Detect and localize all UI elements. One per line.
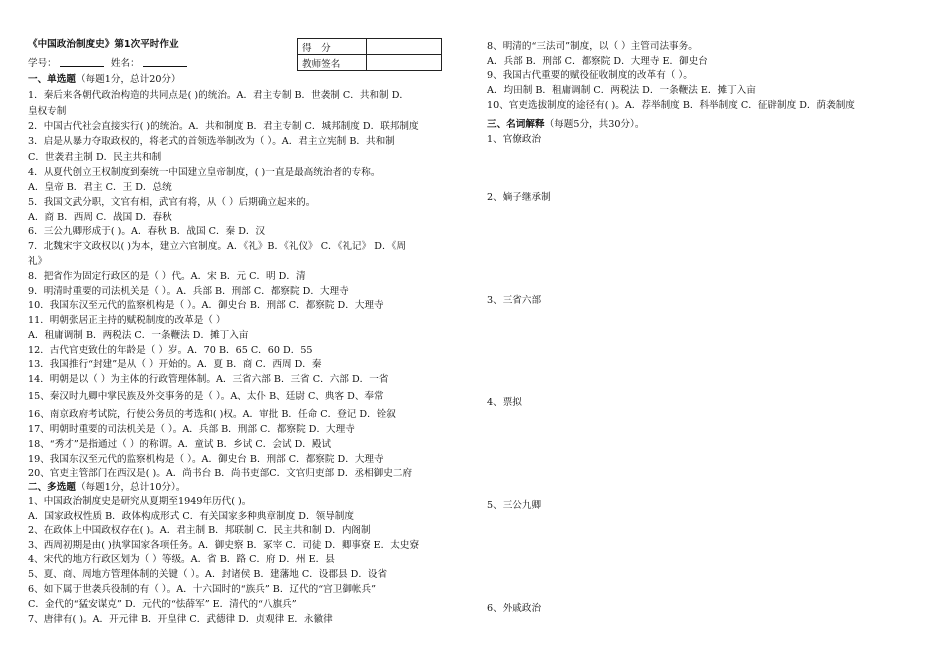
score-value[interactable] <box>367 39 442 55</box>
score-table <box>297 38 442 71</box>
section3-title: 三、名词解释 <box>487 119 545 130</box>
question-line: 5、夏、商、周地方管理体制的关键（ ）。A．封诸侯 B．建藩地 C．设郡县 D．设省 <box>28 569 388 580</box>
question-line: 18、“秀才”是指通过（ ）的称谓。A．童试 B．乡试 C．会试 D．殿试 <box>28 439 332 450</box>
signature-label: 教师签名 <box>298 55 367 71</box>
question-line: 7．北魏宋宇文政权以( )为本，建立六官制度。A．《礼》B．《礼仪》 C．《礼记》 D．《周 <box>28 241 406 252</box>
section1-title: 一、单选题 <box>28 74 76 85</box>
question-line: 12．古代官吏致仕的年龄是（ ）岁。A．70 B．65 C．60 D．55 <box>28 345 313 356</box>
question-line: 2．中国古代社会直接实行( )的统治。A．共和制度 B．君主专制 C．城邦制度 D．联邦制度 <box>28 121 419 132</box>
section2-heading <box>28 481 185 494</box>
question-line: 13．我国推行“封建”是从（ ）开始的。A．夏 B．商 C．西周 D．秦 <box>28 359 322 370</box>
question-line: 14．明朝是以（ ）为主体的行政管理体制。A．三省六部 B．三省 C．六部 D．一省 <box>28 374 389 385</box>
question-line: 3、西周初期是由( )执掌国家各项任务。A．御史察 B．冢宰 C．司徒 D．卿事寮 E．太史寮 <box>28 540 420 551</box>
term-item: 4、票拟 <box>487 397 522 408</box>
question-line: 皇权专制 <box>28 106 67 117</box>
section3-note: （每题5分，共30分）。 <box>544 119 645 130</box>
student-id-field[interactable] <box>60 56 104 67</box>
term-item: 1、官僚政治 <box>487 134 542 145</box>
term-item: 5、三公九卿 <box>487 500 542 511</box>
question-line: 9、我国古代重要的赋役征收制度的改革有（ ）。 <box>487 70 693 81</box>
question-line: 2、在政体上中国政权存在( )。A．君主制 B．邦联制 C．民主共和制 D．内阁制 <box>28 525 371 536</box>
student-id-label: 学号： <box>28 58 57 69</box>
student-info-line <box>28 56 187 70</box>
signature-value[interactable] <box>367 55 442 71</box>
question-line: A．皇帝 B．君主 C．王 D．总统 <box>28 182 172 193</box>
name-label: 姓名： <box>110 58 140 69</box>
question-line: 8、明清的“三法司”制度，以（ ）主管司法事务。 <box>487 41 698 52</box>
question-line: A．商 B．西周 C．战国 D．春秋 <box>28 212 172 223</box>
name-field[interactable] <box>143 56 187 67</box>
section2-note: （每题1分，总计10分）。 <box>75 482 186 493</box>
score-row <box>298 39 442 55</box>
question-line: A．均田制 B．租庸调制 C．两税法 D．一条鞭法 E．摊丁入亩 <box>487 85 756 96</box>
question-line: 17、明朝时重要的司法机关是（ ）。A．兵部 B．刑部 C．都察院 D．大理寺 <box>28 424 355 435</box>
question-line: 4．从夏代创立王权制度到秦统一中国建立皇帝制度，( )一直是最高统治者的专称。 <box>28 167 381 178</box>
section1-heading <box>28 73 181 86</box>
question-line: 4、宋代的地方行政区划为（ ）等级。A．省 B．路 C．府 D．州 E．县 <box>28 554 335 565</box>
question-line: A．兵部 B．刑部 C．都察院 D．大理寺 E．御史台 <box>487 56 708 67</box>
score-label: 得 分 <box>298 39 367 55</box>
question-line: 10．我国东汉至元代的监察机构是（ ）。A．御史台 B．刑部 C．都察院 D．大理寺 <box>28 300 384 311</box>
question-line: 6、如下属于世袭兵役制的有（ ）。A．十六国时的“族兵” B．辽代的“宫卫御帐兵” <box>28 584 376 595</box>
section1-note: （每题1分，总计20分） <box>75 74 181 85</box>
question-line: 1、中国政治制度史是研究从夏期至1949年历代( )。 <box>28 496 252 507</box>
term-item: 3、三省六部 <box>487 295 542 306</box>
question-line: 7、唐律有( )。A．开元律 B．开皇律 C．武德律 D．贞观律 E．永徽律 <box>28 614 333 625</box>
question-line: 16、南京政府考试院，行使公务员的考选和( )权。A．审批 B．任命 C．登记 D．铨叙 <box>28 409 396 420</box>
question-line: 5．我国文武分职，文官有相，武官有将，从（ ）后期确立起来的。 <box>28 197 316 208</box>
question-line: 礼》 <box>28 256 48 267</box>
question-line: 10、官吏选拔制度的途径有( )。A．荐举制度 B．科举制度 C．征辟制度 D．荫袭制度 <box>487 100 855 111</box>
term-item: 2、嫡子继承制 <box>487 192 551 203</box>
term-item: 6、外戚政治 <box>487 603 542 614</box>
question-line: 9．明清时重要的司法机关是（ ）。A．兵部 B．刑部 C．都察院 D．大理寺 <box>28 286 349 297</box>
question-line: 1．秦后来各朝代政治构造的共同点是( )的统治。A．君主专制 B．世袭制 C．共和制 D． <box>28 90 409 101</box>
question-line: C．金代的“猛安谋克” D．元代的“怯薛军” E．清代的“八旗兵” <box>28 599 297 610</box>
question-line: 3．启是从暴力夺取政权的，将老式的首领选举制改为（ ）。A．君主立宪制 B．共和制 <box>28 136 395 147</box>
question-line: C．世袭君主制 D．民主共和制 <box>28 152 162 163</box>
question-line: A．国家政权性质 B．政体构成形式 C．有关国家多种典章制度 D．领导制度 <box>28 511 354 522</box>
page-title: 《中国政治制度史》第1次平时作业 <box>28 39 179 50</box>
question-line: 19、我国东汉至元代的监察机构是（ ）。A．御史台 B．刑部 C．都察院 D．大理寺 <box>28 454 384 465</box>
question-line: A．租庸调制 B．两税法 C．一条鞭法 D．摊丁入亩 <box>28 330 249 341</box>
question-line: 11．明朝张居正主持的赋税制度的改革是（ ） <box>28 315 226 326</box>
question-line: 8．把省作为固定行政区的是（ ）代。A．宋 B．元 C．明 D．清 <box>28 271 306 282</box>
question-line: 15、秦汉时九卿中掌民族及外交事务的是（ ）。A、太仆 B、廷尉 C、典客 D、奉常 <box>28 391 384 402</box>
question-line: 6．三公九卿形成于( )。A．春秋 B．战国 C．秦 D．汉 <box>28 226 266 237</box>
question-line: 20、官吏主管部门在西汉是( )。A．尚书台 B．尚书吏部C．文官归吏部 D．丞相御史二府 <box>28 468 413 479</box>
section2-title: 二、多选题 <box>28 482 76 493</box>
section3-heading <box>487 118 644 131</box>
signature-row <box>298 55 442 71</box>
